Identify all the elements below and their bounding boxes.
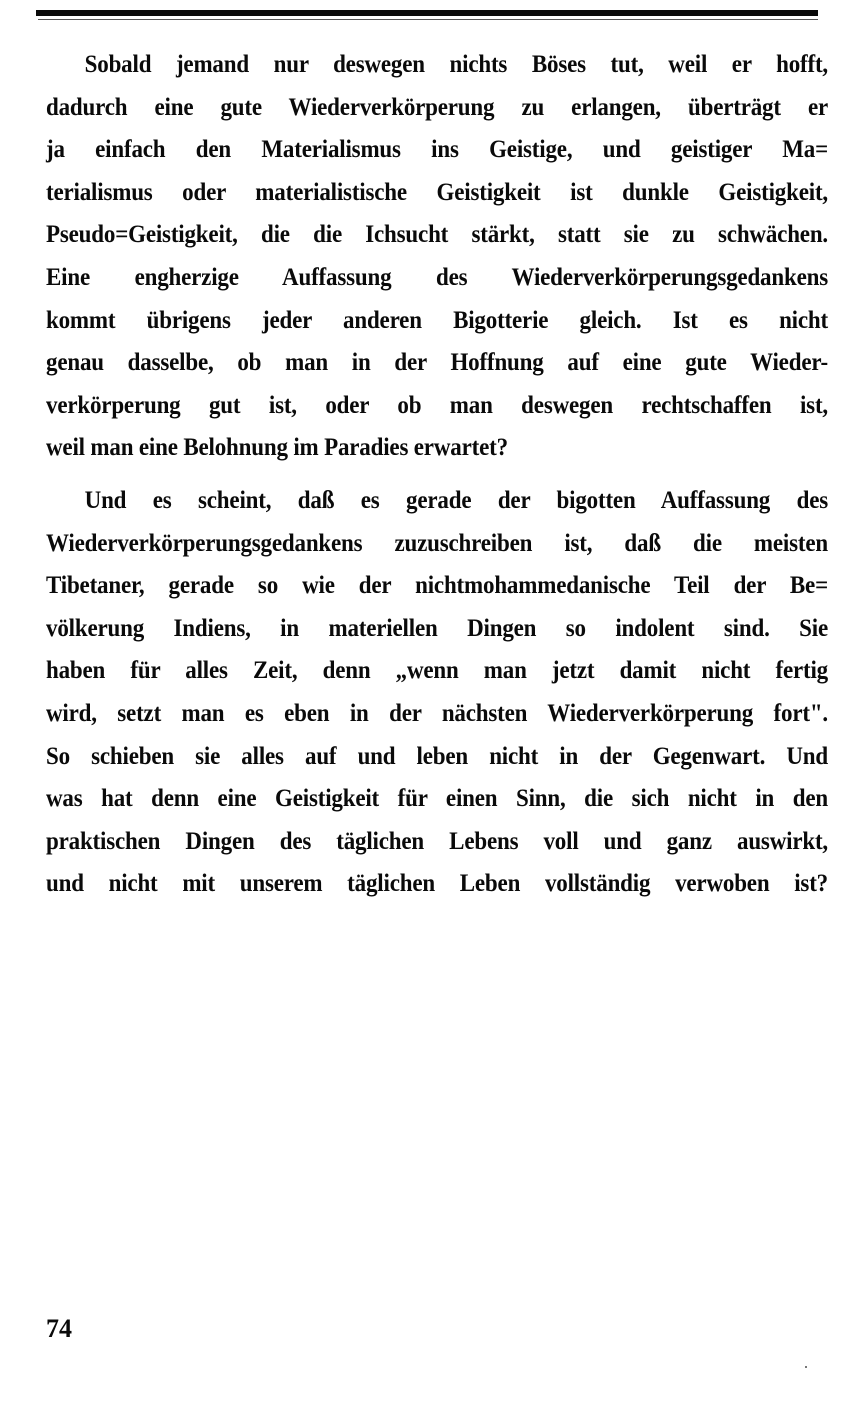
text-line: wird, setzt man es eben in der nächsten Wiederverkörperung fort".	[46, 699, 828, 727]
text-line: kommt übrigens jeder anderen Bigotterie gleich. Ist es nicht	[46, 306, 828, 334]
text-line: praktischen Dingen des täglichen Lebens voll und ganz auswirkt,	[46, 827, 828, 855]
text-line: dadurch eine gute Wiederverkörperung zu erlangen, überträgt er	[46, 93, 828, 121]
text-line: weil man eine Belohnung im Paradies erwartet?	[46, 434, 508, 462]
text-line: Wiederverkörperungsgedankens zuzuschreiben ist, daß die meisten	[46, 529, 828, 557]
paragraph-2	[46, 480, 828, 906]
text-line: Pseudo=Geistigkeit, die die Ichsucht stärkt, statt sie zu schwächen.	[46, 221, 828, 249]
text-line: was hat denn eine Geistigkeit für einen Sinn, die sich nicht in den	[46, 785, 828, 813]
paragraph-1	[46, 44, 828, 470]
text-line: Sobald jemand nur deswegen nichts Böses tut, weil er hofft,	[84, 51, 828, 78]
text-line: verkörperung gut ist, oder ob man deswegen rechtschaffen ist,	[46, 391, 828, 419]
text-line: ja einfach den Materialismus ins Geistige, und geistiger Ma=	[46, 136, 828, 164]
text-line: So schieben sie alles auf und leben nicht in der Gegenwart. Und	[46, 742, 828, 770]
header-rule	[36, 10, 818, 16]
body-text	[46, 44, 828, 906]
scan-speck	[805, 1366, 807, 1368]
text-line: völkerung Indiens, in materiellen Dingen so indolent sind. Sie	[46, 614, 828, 642]
text-line: Eine engherzige Auffassung des Wiederverkörperungsgedankens	[46, 263, 828, 291]
text-line: und nicht mit unserem täglichen Leben vollständig verwoben ist?	[46, 870, 828, 898]
header-rule-thin	[38, 19, 818, 20]
paragraph-gap	[46, 470, 828, 480]
text-line: haben für alles Zeit, denn „wenn man jetzt damit nicht fertig	[46, 657, 828, 685]
page-number: 74	[46, 1314, 72, 1343]
text-line: genau dasselbe, ob man in der Hoffnung auf eine gute Wieder-	[46, 349, 828, 377]
text-line: terialismus oder materialistische Geistigkeit ist dunkle Geistigkeit,	[46, 178, 828, 206]
text-line: Tibetaner, gerade so wie der nichtmohammedanische Teil der Be=	[46, 572, 828, 600]
text-line: Und es scheint, daß es gerade der bigotten Auffassung des	[84, 486, 828, 514]
